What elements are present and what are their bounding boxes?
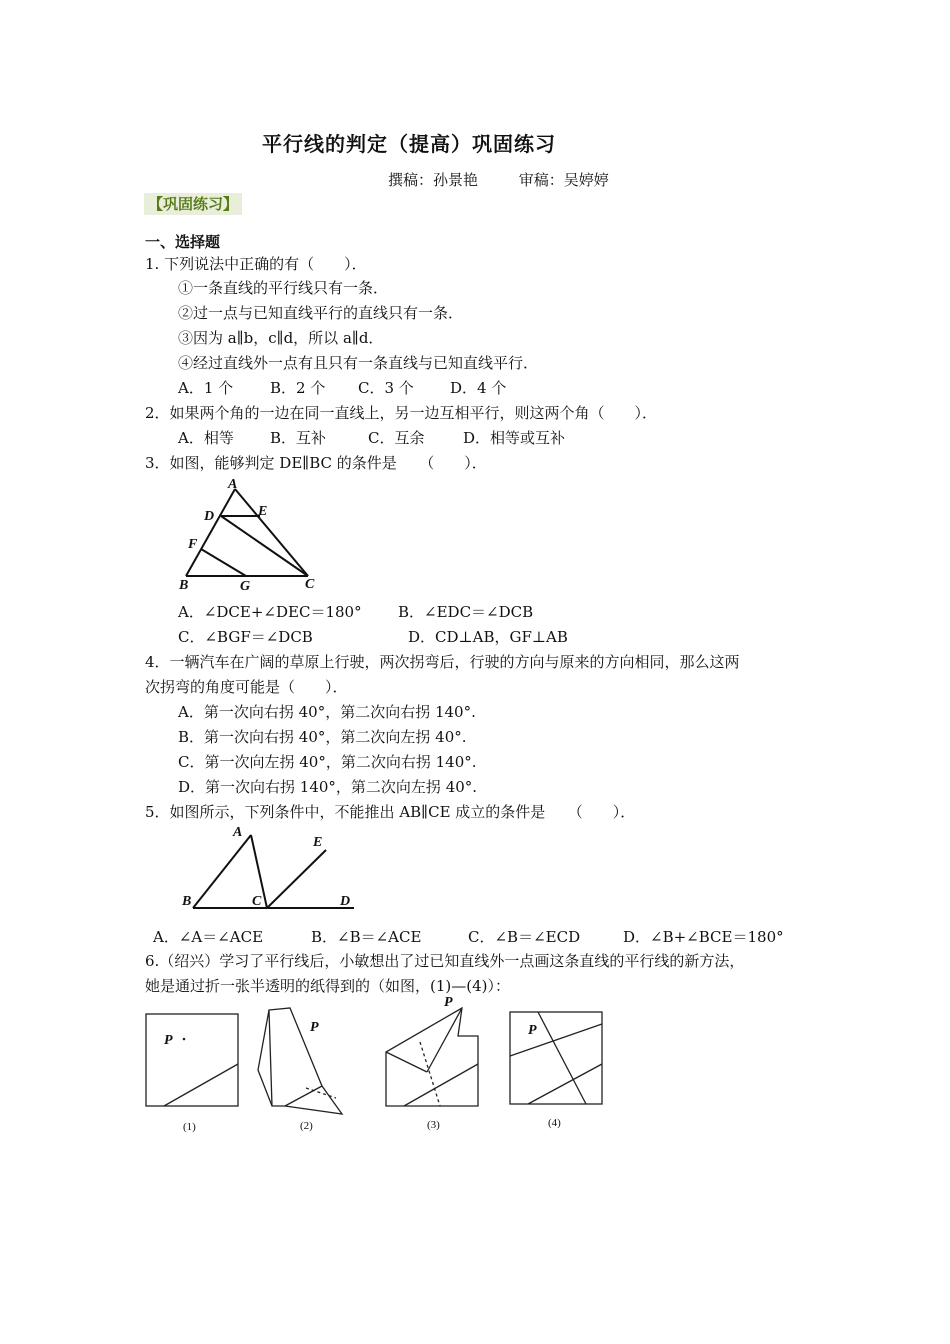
- reviewer: 审稿：吴婷婷: [518, 171, 609, 189]
- label-d: D: [204, 509, 215, 524]
- fig4-caption: (4): [548, 1117, 561, 1129]
- q5-option-d: D．∠B+∠BCE＝180°: [623, 928, 784, 946]
- q3-option-b: B．∠EDC＝∠DCB: [398, 603, 534, 621]
- q5-option-a: A．∠A＝∠ACE: [153, 928, 264, 946]
- q1-item-1: ①一条直线的平行线只有一条．: [178, 279, 389, 297]
- fig3-caption: (3): [427, 1119, 440, 1131]
- page-title: 平行线的判定（提高）巩固练习: [262, 132, 556, 156]
- q1-item-3: ③因为 a∥b，c∥d，所以 a∥d．: [178, 329, 384, 347]
- q5-stem: 5．如图所示，下列条件中，不能推出 AB∥CE 成立的条件是 （ ）．: [145, 803, 636, 821]
- q2-option-a: A．相等: [178, 429, 234, 447]
- section-tag: 【巩固练习】: [144, 193, 242, 215]
- q1-stem: 1. 下列说法中正确的有（ ）．: [145, 255, 367, 273]
- label-b: B: [179, 578, 189, 593]
- q3-triangle-figure: [170, 472, 330, 596]
- fig1-point-label: P: [164, 1033, 173, 1048]
- q1-option-b: B．2 个: [270, 379, 326, 397]
- q2-option-d: D．相等或互补: [463, 429, 566, 447]
- q6-stem-line-2: 她是通过折一张半透明的纸得到的（如图，(1)—(4)）：: [145, 977, 510, 995]
- label-g: G: [240, 579, 251, 594]
- q4-option-a: A．第一次向右拐 40°，第二次向右拐 140°.: [178, 703, 476, 721]
- q4-option-b: B．第一次向右拐 40°，第二次向左拐 40°.: [178, 728, 467, 746]
- q5-option-b: B．∠B＝∠ACE: [311, 928, 422, 946]
- q1-item-2: ②过一点与已知直线平行的直线只有一条．: [178, 304, 464, 322]
- fig4-point-label: P: [528, 1023, 537, 1038]
- label-a: A: [228, 477, 238, 492]
- label-f: F: [188, 537, 198, 552]
- q5-figure: [176, 822, 366, 914]
- q3-stem: 3．如图，能够判定 DE∥BC 的条件是 （ ）．: [145, 454, 487, 472]
- label-c: C: [252, 894, 262, 909]
- fig1-caption: (1): [183, 1121, 196, 1133]
- author-line: [388, 169, 645, 190]
- q6-folding-figures: [140, 994, 610, 1136]
- label-d: D: [340, 894, 351, 909]
- q6-stem-line-1: 6.（绍兴）学习了平行线后，小敏想出了过已知直线外一点画这条直线的平行线的新方法，: [145, 952, 745, 970]
- q3-option-a: A．∠DCE+∠DEC＝180°: [178, 603, 362, 621]
- q1-option-a: A．1 个: [178, 379, 234, 397]
- q2-option-c: C．互余: [368, 429, 425, 447]
- fig2-caption: (2): [300, 1120, 313, 1132]
- author: 撰稿：孙景艳: [388, 171, 479, 189]
- q5-option-c: C．∠B＝∠ECD: [468, 928, 581, 946]
- label-a: A: [233, 825, 243, 840]
- q1-option-c: C．3 个: [358, 379, 414, 397]
- q2-stem: 2．如果两个角的一边在同一直线上，另一边互相平行，则这两个角（ ）．: [145, 404, 658, 422]
- fig3-point-label: P: [444, 995, 453, 1010]
- q1-option-d: D．4 个: [450, 379, 507, 397]
- fig2-point-label: P: [310, 1020, 319, 1035]
- q2-option-b: B．互补: [270, 429, 327, 447]
- label-e: E: [313, 835, 323, 850]
- q4-stem-line-1: 4．一辆汽车在广阔的草原上行驶，两次拐弯后，行驶的方向与原来的方向相同，那么这两: [145, 653, 740, 671]
- q4-stem-line-2: 次拐弯的角度可能是（ ）．: [145, 678, 348, 696]
- q1-item-4: ④经过直线外一点有且只有一条直线与已知直线平行．: [178, 354, 539, 372]
- label-e: E: [258, 504, 268, 519]
- q4-option-c: C．第一次向左拐 40°，第二次向右拐 140°.: [178, 753, 477, 771]
- q4-option-d: D．第一次向右拐 140°，第二次向左拐 40°.: [178, 778, 478, 796]
- section-heading: 一、选择题: [145, 233, 221, 251]
- label-b: B: [182, 894, 192, 909]
- label-c: C: [305, 577, 315, 592]
- q3-option-c: C．∠BGF＝∠DCB: [178, 628, 313, 646]
- q3-option-d: D．CD⊥AB，GF⊥AB: [408, 628, 568, 646]
